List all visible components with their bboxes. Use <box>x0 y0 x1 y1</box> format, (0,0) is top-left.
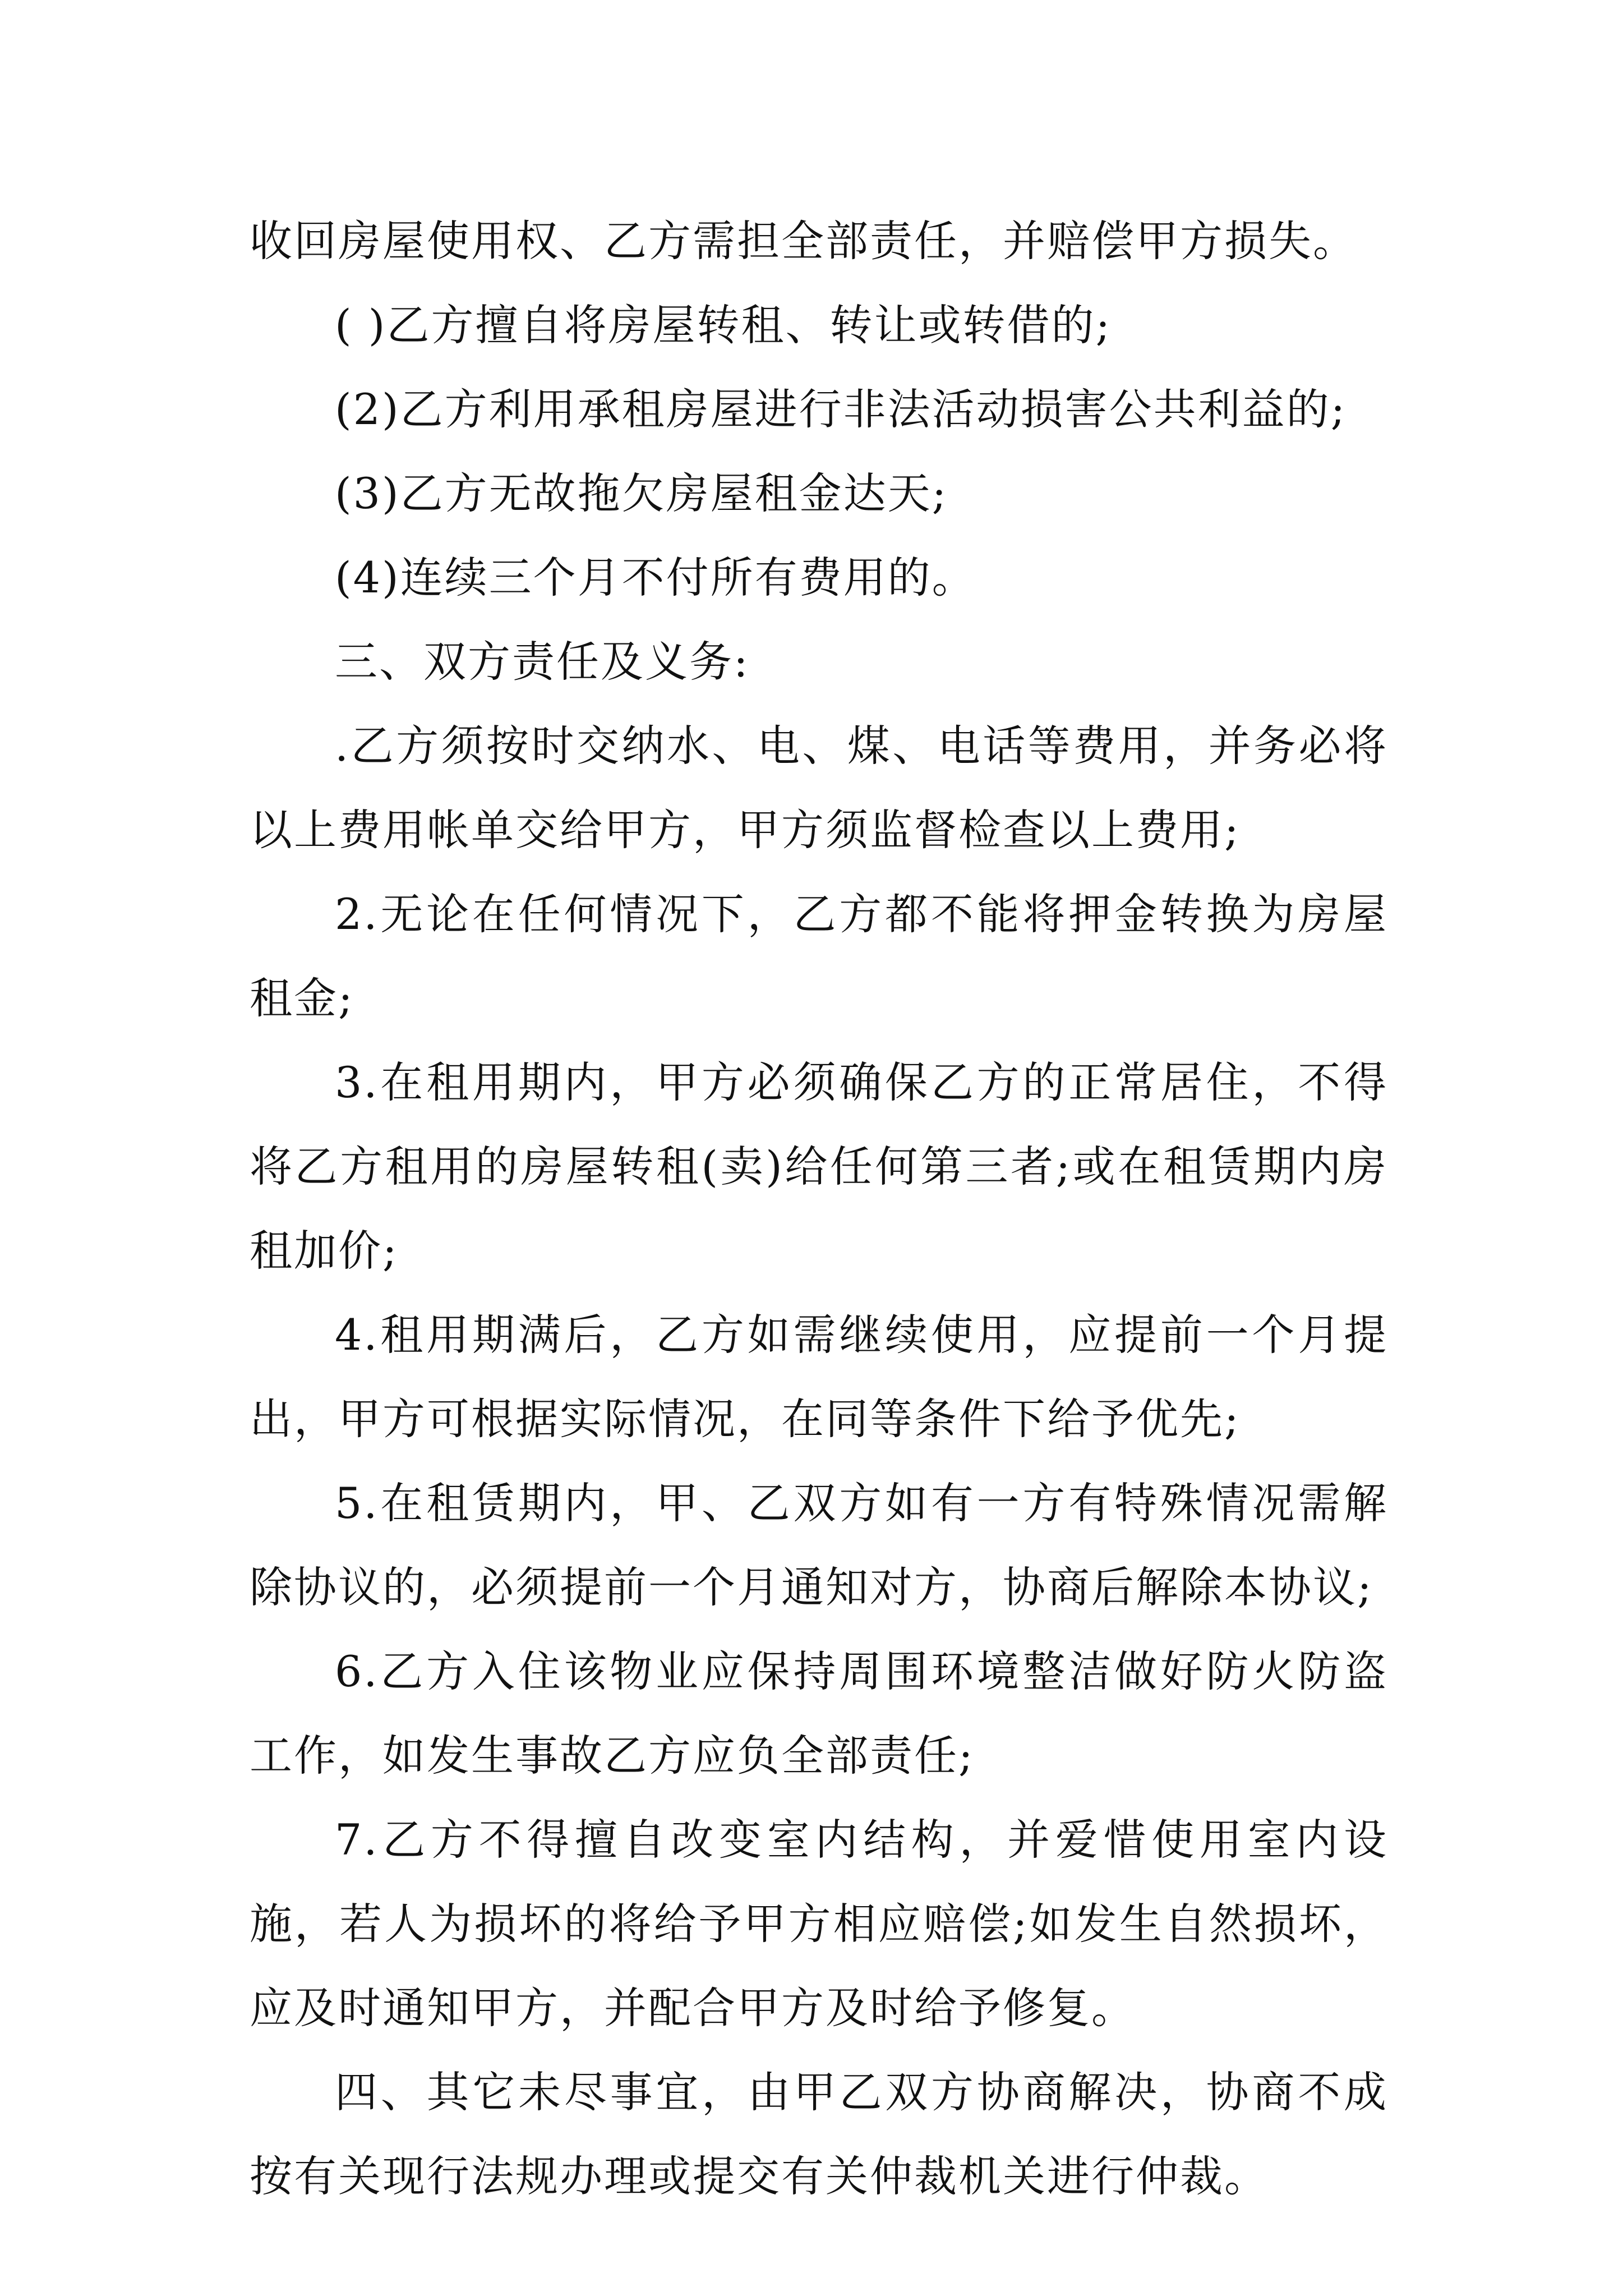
paragraph-1: 收回房屋使用权、乙方需担全部责任，并赔偿甲方损失。 <box>250 216 1357 266</box>
paragraph-5: (4)连续三个月不付所有费用的。 <box>335 553 976 602</box>
clause-2: 2.无论在任何情况下，乙方都不能将押金转换为房屋租金; <box>250 889 1388 1023</box>
paragraph-4: (3)乙方无故拖欠房屋租金达天; <box>335 468 948 518</box>
clause-7: 7.乙方不得擅自改变室内结构，并爱惜使用室内设施，若人为损坏的将给予甲方相应赔偿;如发生自然损坏，应及时通知甲方，并配合甲方及时给予修复。 <box>250 1815 1388 2033</box>
paragraph-2: ( )乙方擅自将房屋转租、转让或转借的; <box>335 300 1112 350</box>
paragraph-3: (2)乙方利用承租房屋进行非法活动损害公共利益的; <box>335 384 1347 434</box>
clause-6: 6.乙方入住该物业应保持周围环境整洁做好防火防盗工作，如发生事故乙方应负全部责任; <box>250 1646 1388 1780</box>
clause-3: 3.在租用期内，甲方必须确保乙方的正常居住，不得将乙方租用的房屋转租(卖)给任何第三者;或在租赁期内房租加价; <box>250 1057 1388 1276</box>
clause-1: .乙方须按时交纳水、电、煤、电话等费用，并务必将以上费用帐单交给甲方，甲方须监督检查以上费用; <box>250 721 1388 855</box>
clause-5: 5.在租赁期内，甲、乙双方如有一方有特殊情况需解除协议的，必须提前一个月通知对方，协商后解除本协议; <box>250 1478 1388 1612</box>
section-heading-3: 三、双方责任及义务: <box>335 637 750 687</box>
section-heading-4: 四、其它未尽事宜，由甲乙双方协商解决，协商不成按有关现行法规办理或提交有关仲裁机关进行仲裁。 <box>250 2067 1388 2201</box>
clause-4: 4.租用期满后，乙方如需继续使用，应提前一个月提出，甲方可根据实际情况，在同等条件下给予优先; <box>250 1310 1388 1444</box>
document-body <box>250 199 1388 2219</box>
